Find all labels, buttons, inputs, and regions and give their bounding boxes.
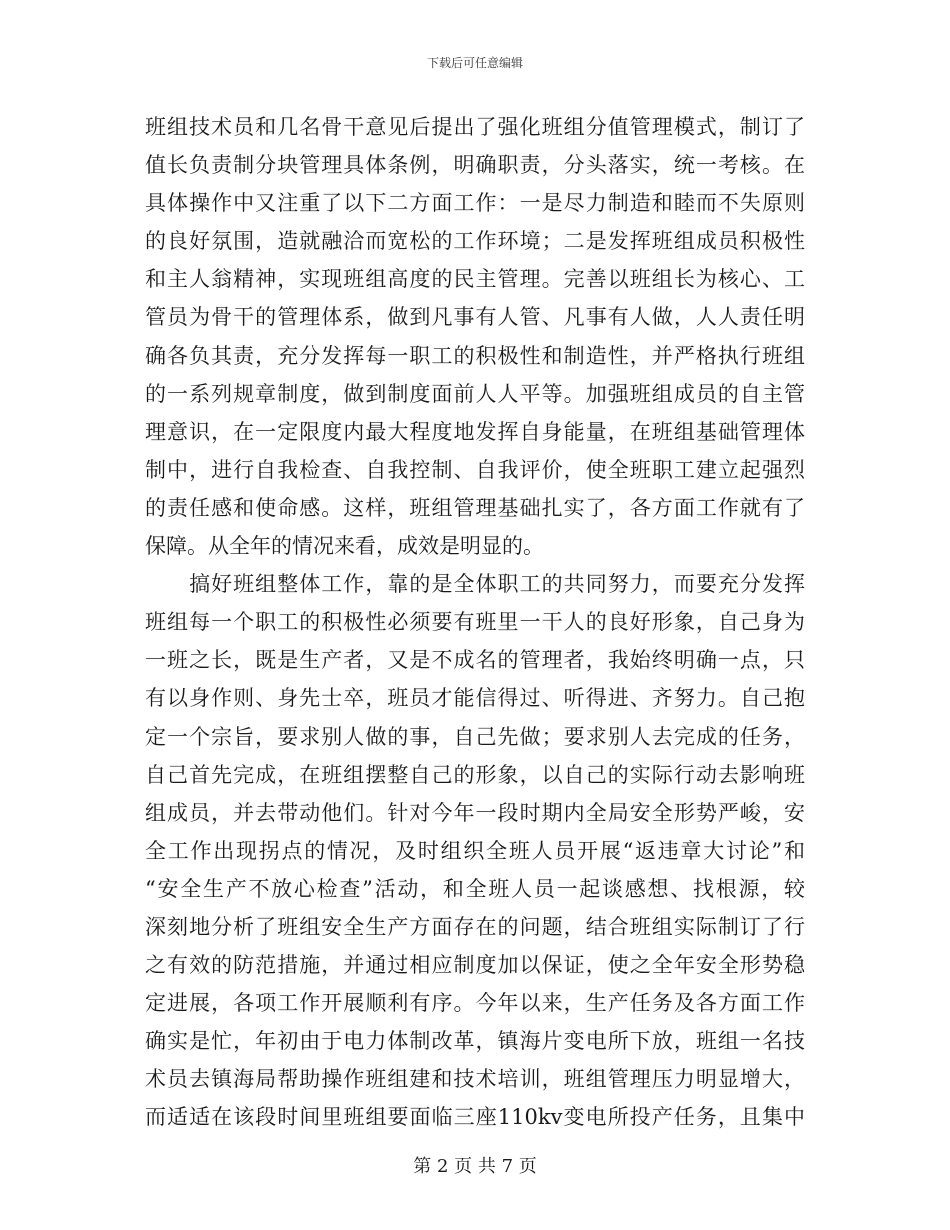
text-line: 值长负责制分块管理具体条例，明确职责，分头落实，统一考核。在 (145, 153, 805, 178)
text-line: 的责任感和使命感。这样，班组管理基础扎实了，各方面工作就有了 (145, 495, 805, 520)
text-line: 理意识，在一定限度内最大程度地发挥自身能量，在班组基础管理体 (145, 419, 805, 444)
page-footer: 第 2 页 共 7 页 (413, 1156, 537, 1177)
text-line: 深刻地分析了班组安全生产方面存在的问题，结合班组实际制订了行 (145, 914, 805, 939)
text-line: 一班之长，既是生产者，又是不成名的管理者，我始终明确一点，只 (145, 648, 805, 673)
text-line: “安全生产不放心检查”活动，和全班人员一起谈感想、找根源，较 (145, 876, 805, 901)
text-line: 之有效的防范措施，并通过相应制度加以保证，使之全年安全形势稳 (145, 953, 805, 978)
text-line: 具体操作中又注重了以下二方面工作：一是尽力制造和睦而不失原则 (145, 191, 805, 216)
text-line: 制中，进行自我检查、自我控制、自我评价，使全班职工建立起强烈 (145, 457, 805, 482)
text-line: 而适适在该段时间里班组要面临三座110kv变电所投产任务，且集中 (145, 1105, 805, 1130)
text-line: 搞好班组整体工作，靠的是全体职工的共同努力，而要充分发挥 (145, 572, 805, 597)
text-line: 的良好氛围，造就融洽而宽松的工作环境；二是发挥班组成员积极性 (145, 229, 805, 254)
page-header: 下载后可任意编辑 (426, 56, 523, 70)
text-line: 定一个宗旨，要求别人做的事，自己先做；要求别人去完成的任务， (145, 724, 805, 749)
text-line: 术员去镇海局帮助操作班组建和技术培训，班组管理压力明显增大， (145, 1067, 805, 1092)
document-body (145, 108, 805, 1137)
text-line: 定进展，各项工作开展顺利有序。今年以来，生产任务及各方面工作 (145, 991, 805, 1016)
text-line: 班组每一个职工的积极性必须要有班里一干人的良好形象，自己身为 (145, 610, 805, 635)
text-line: 和主人翁精神，实现班组高度的民主管理。完善以班组长为核心、工 (145, 267, 805, 292)
text-line: 确实是忙，年初由于电力体制改革，镇海片变电所下放，班组一名技 (145, 1029, 805, 1054)
text-line: 保障。从全年的情况来看，成效是明显的。 (145, 534, 544, 559)
text-line: 有以身作则、身先士卒，班员才能信得过、听得进、齐努力。自己抱 (145, 686, 805, 711)
text-line: 自己首先完成，在班组摆整自己的形象，以自己的实际行动去影响班 (145, 762, 805, 787)
text-line: 的一系列规章制度，做到制度面前人人平等。加强班组成员的自主管 (145, 381, 805, 406)
text-line: 管员为骨干的管理体系，做到凡事有人管、凡事有人做，人人责任明 (145, 305, 805, 330)
text-line: 全工作出现拐点的情况，及时组织全班人员开展“返违章大讨论”和 (145, 838, 805, 863)
text-line: 班组技术员和几名骨干意见后提出了强化班组分值管理模式，制订了 (145, 115, 805, 139)
text-line: 组成员，并去带动他们。针对今年一段时期内全局安全形势严峻，安 (145, 800, 805, 825)
text-line: 确各负其责，充分发挥每一职工的积极性和制造性，并严格执行班组 (145, 343, 805, 368)
